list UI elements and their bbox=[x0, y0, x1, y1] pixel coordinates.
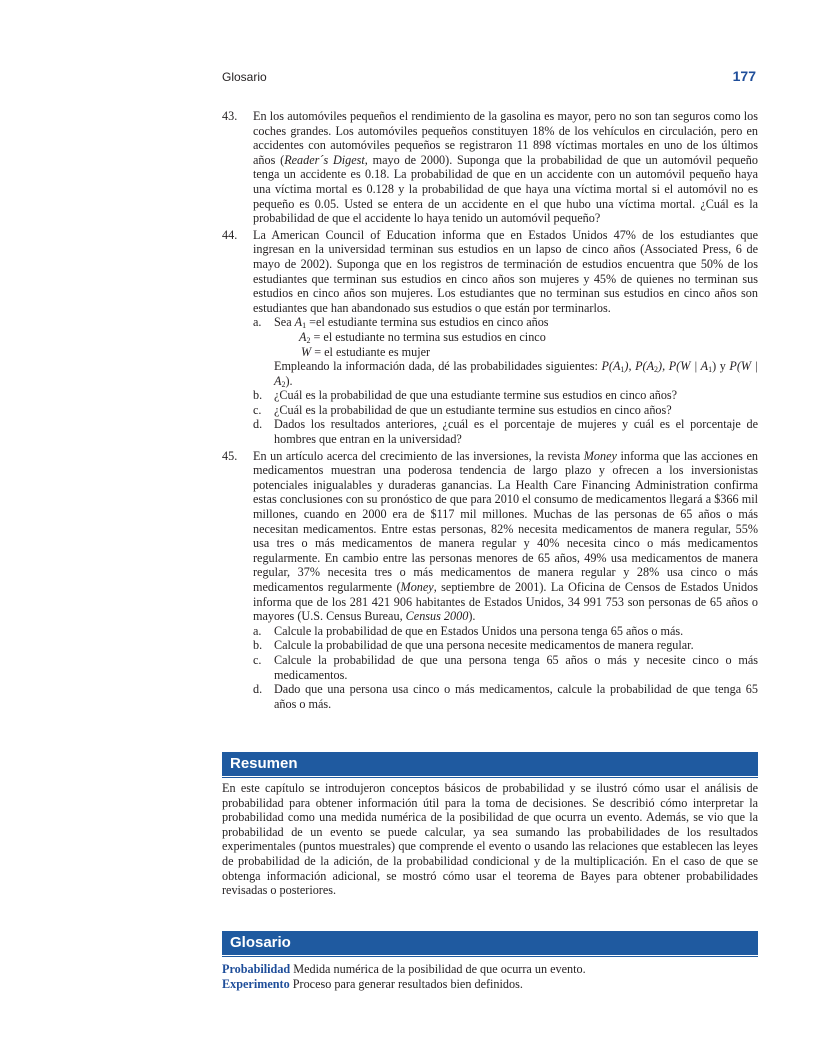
definition-a1: Sea $A_1 =el$ estudiante termina sus estudios en cinco años bbox=[274, 315, 549, 331]
definition-a2: $A_2$ = el estudiante no termina sus estudios en cinco bbox=[299, 329, 546, 345]
part-c bbox=[253, 653, 758, 682]
glossary-list bbox=[222, 962, 758, 993]
part-letter: b. bbox=[253, 638, 263, 653]
part-b bbox=[253, 638, 758, 653]
glossary-term: Probabilidad bbox=[222, 962, 291, 976]
glossary-entry bbox=[222, 977, 758, 992]
part-d bbox=[253, 417, 758, 446]
section-heading-resumen: Resumen bbox=[222, 752, 758, 776]
part-letter: a. bbox=[253, 315, 262, 330]
part-text: Calcule la probabilidad de que en Estados Unidos una persona tenga 65 años o más. bbox=[274, 623, 684, 638]
glossary-definition: Medida numérica de la posibilidad de que ocurra un evento. bbox=[290, 962, 586, 976]
source-citation: Reader´s Digest, bbox=[284, 152, 368, 167]
part-letter: c. bbox=[253, 652, 262, 667]
part-text: ¿Cuál es la probabilidad de que una estudiante termine sus estudios en cinco años? bbox=[274, 388, 678, 403]
exercise-text: En los automóviles pequeños el rendimiento de la gasolina es mayor, pero no son tan seguros como los coches grandes. Los automóviles pequeños constituyen 18% de los vehículos en circulación, pero en accidentes con automóviles pequeños se registraron 11 898 víctimas mortales en uno de los últimos años ( bbox=[253, 109, 758, 167]
part-letter: b. bbox=[253, 388, 263, 403]
summary-paragraph: En este capítulo se introdujeron conceptos básicos de probabilidad y se ilustró cómo usar el análisis de probabilidad para obtener información útil para la toma de decisiones. Se describió cómo interpretar la probabilidad como una medida numérica de la posibilidad de que ocurra un evento. Además, se vio que la probabilidad de un evento se puede calcular, ya sea sumando las probabilidades de los resultados experimentales (puntos muestrales) que comprende el evento o usando las relaciones que establecen las leyes de probabilidad de la adición, de la probabilidad condicional y de la multiplicación. En el caso de que se obtenga información adicional, se mostró cómo usar el teorema de Bayes para obtener probabilidades revisadas o posteriores. bbox=[222, 781, 758, 898]
page-number: 177 bbox=[732, 68, 756, 84]
event-definitions bbox=[274, 315, 758, 359]
exercise-45 bbox=[222, 449, 758, 712]
glossary-entry bbox=[222, 962, 758, 977]
glossary-definition: Proceso para generar resultados bien definidos. bbox=[289, 977, 523, 992]
exercise-43 bbox=[222, 109, 758, 226]
running-head bbox=[222, 70, 756, 88]
exercise-number: 43. bbox=[222, 109, 238, 123]
definition-w: W = el estudiante es mujer bbox=[301, 344, 431, 359]
exercise-text: En un artículo acerca del crecimiento de las inversiones, la revista Money informa que las acciones en medicamentos muestran una poderosa tendencia de largo plazo y ofrecen a los inversionistas potenciales inigualables y duraderas ganancias. La Health Care Financing Administration confirma estas conclusiones con su pronóstico de que para 2010 el consumo de medicamentos llegará a $366 mil millones, cuando en 2000 era de $117 mil millones. Muchas de las personas de 65 años o más necesitan medicamentos. Entre estas personas, 82% necesita medicamentos de manera regular, 55% usa tres o más medicamentos de manera regular y 40% necesita cinco o más medicamentos regularmente. En cambio entre las personas menores de 65 años, 49% usa medicamentos de manera regular, 37% necesita tres o más medicamentos de manera regular y 28% usa cinco o más medicamentos regularmente (Money, septiembre de 2001). La Oficina de Censos de Estados Unidos informa que de los 281 421 906 habitantes de Estados Unidos, 34 991 753 son personas de 65 años o mayores (U.S. Census Bureau, Census 2000). bbox=[253, 448, 758, 624]
part-d bbox=[253, 682, 758, 711]
part-letter: c. bbox=[253, 402, 262, 417]
running-head-section: Glosario bbox=[222, 70, 267, 84]
exercise-parts bbox=[253, 624, 758, 712]
part-c bbox=[253, 403, 758, 418]
part-a bbox=[253, 624, 758, 639]
part-a-question: Empleando la información dada, dé las probabilidades siguientes: $P(A_1)$, $P(A_2)$, P(W | $A_1$) y P(W | $A_2$). bbox=[274, 359, 759, 389]
exercise-list bbox=[222, 109, 758, 713]
part-letter: d. bbox=[253, 417, 263, 432]
glossary-term: Experimento bbox=[222, 977, 290, 992]
exercise-text: mayo de 2000). Suponga que la probabilidad de que un automóvil pequeño tenga un accidente es 0.18. La probabilidad de que en un accidente con un automóvil pequeño haya una víctima mortal es 0.128 y la probabilidad de que haya una víctima mortal si el automóvil no es pequeño es 0.05. Usted se entera de un accidente en el que hubo una víctima mortal. ¿Cuál es la probabilidad de que el accidente lo haya tenido un automóvil pequeño? bbox=[253, 152, 758, 226]
part-b bbox=[253, 388, 758, 403]
part-text: ¿Cuál es la probabilidad de que un estudiante termine sus estudios en cinco años? bbox=[274, 402, 672, 417]
part-letter: d. bbox=[253, 682, 263, 697]
part-text: Dado que una persona usa cinco o más medicamentos, calcule la probabilidad de que tenga 65 años o más. bbox=[274, 682, 758, 711]
part-text: Dados los resultados anteriores, ¿cuál es el porcentaje de mujeres y cuál es el porcentaje de hombres que entran en la universidad? bbox=[274, 417, 758, 447]
exercise-number: 44. bbox=[222, 227, 238, 242]
part-letter: a. bbox=[253, 623, 262, 638]
exercise-text: La American Council of Education informa que en Estados Unidos 47% de los estudiantes que ingresan en la universidad terminan sus estudios en un lapso de cinco años (Associated Press, 6 de mayo de 2002). Suponga que en los registros de terminación de estudios encuentra que 50% de los estudiantes que terminan sus estudios en cinco años son mujeres y 45% de quienes no terminan sus estudios en cinco años son mujeres. Los estudiantes que no terminan sus estudios en cinco años son estudiantes que han abandonado sus estudios o que están por terminarlos. bbox=[253, 227, 758, 315]
part-a bbox=[253, 315, 758, 388]
exercise-44 bbox=[222, 228, 758, 447]
exercise-number: 45. bbox=[222, 448, 238, 463]
exercise-parts bbox=[253, 315, 758, 446]
part-text: Calcule la probabilidad de que una persona tenga 65 años o más y necesite cinco o más medicamentos. bbox=[274, 652, 758, 682]
section-heading-glosario: Glosario bbox=[222, 931, 758, 955]
part-text: Calcule la probabilidad de que una persona necesite medicamentos de manera regular. bbox=[274, 638, 694, 653]
